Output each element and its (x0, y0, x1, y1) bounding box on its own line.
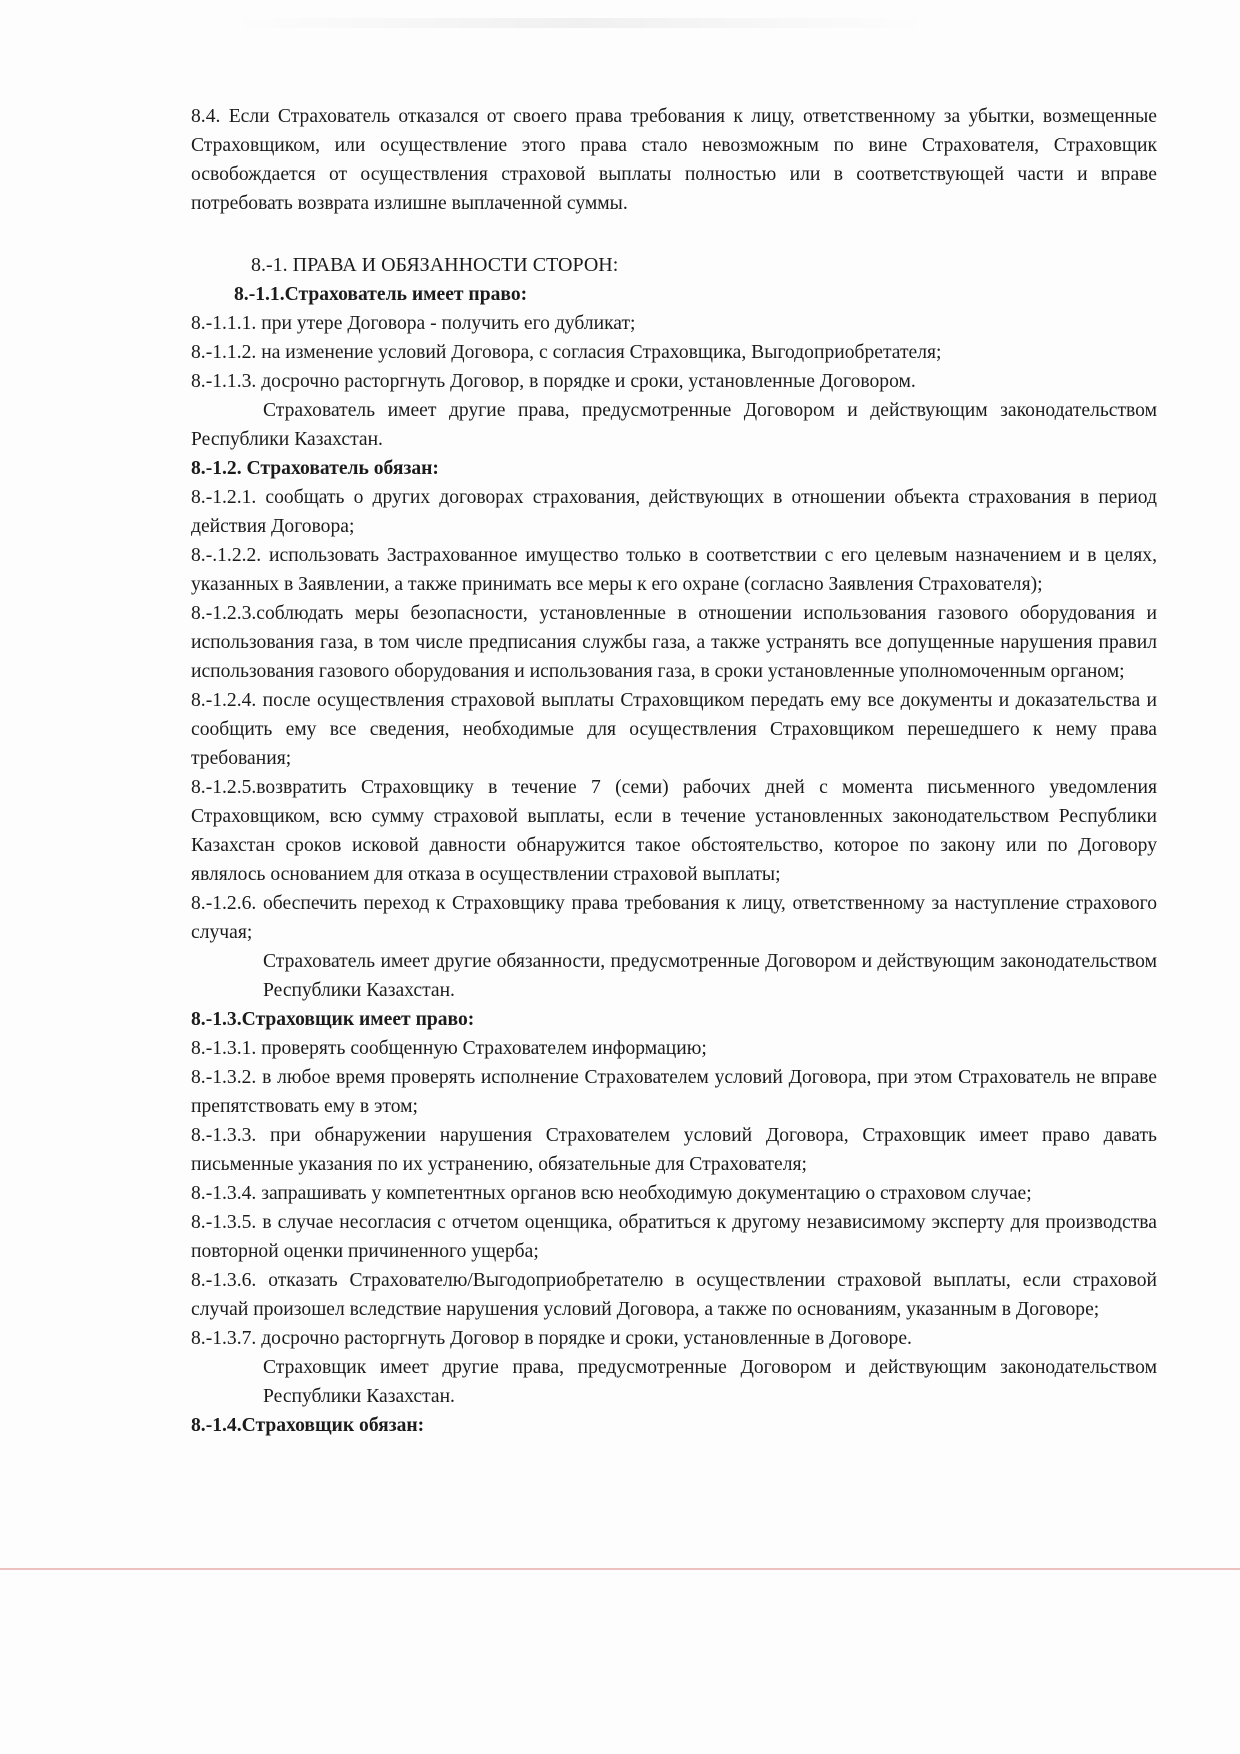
clause: 8.-1.2.5.возвратить Страховщику в течение 7 (семи) рабочих дней с момента письменного уведомления Страховщиком, всю сумму страховой выплаты, если в течение установленных законодательством Республики Казахстан сроков исковой давности обнаружится такое обстоятельство, которое по закону или по Договору являлось основанием для отказа в осуществлении страховой выплаты; (191, 777, 1157, 885)
clause: 8.-1.2.6. обеспечить переход к Страховщику права требования к лицу, ответственному за наступление страхового случая; (191, 893, 1157, 943)
clause: 8.-1.2.4. после осуществления страховой выплаты Страховщиком передать ему все документы и доказательства и сообщить ему все сведения, необходимые для осуществления Страховщиком перешедшего к нему права требования; (191, 690, 1157, 769)
clause: 8.-1.2.1. сообщать о других договорах страхования, действующих в отношении объекта страхования в период действия Договора; (191, 487, 1157, 537)
clause: 8.-1.1.3. досрочно расторгнуть Договор, в порядке и сроки, установленные Договором. (191, 371, 916, 392)
clause-note: Страховщик имеет другие права, предусмотренные Договором и действующим законодательством Республики Казахстан. (263, 1357, 1157, 1407)
clause: 8.-1.2.3.соблюдать меры безопасности, установленные в отношении использования газового оборудования и использования газа, в том числе предписания службы газа, а также устранять все допущенные нарушения правил использования газового оборудования и использования газа, в сроки установленные уполномоченным органом; (191, 603, 1157, 682)
clause: 8.-1.3.3. при обнаружении нарушения Страхователем условий Договора, Страховщик имеет право давать письменные указания по их устранению, обязательные для Страхователя; (191, 1125, 1157, 1175)
clause: 8.-1.3.7. досрочно расторгнуть Договор в порядке и сроки, установленные в Договоре. (191, 1328, 912, 1349)
clause: 8.-1.3.5. в случае несогласия с отчетом оценщика, обратиться к другому независимому эксперту для производства повторной оценки причиненного ущерба; (191, 1212, 1157, 1262)
clause: 8.-1.3.1. проверять сообщенную Страхователем информацию; (191, 1038, 707, 1059)
subsection-heading-insured-duties: 8.-1.2. Страхователь обязан: (191, 458, 439, 479)
subsection-heading-insurer-duties: 8.-1.4.Страховщик обязан: (191, 1415, 425, 1436)
scan-redline (0, 1568, 1240, 1570)
clause-note: Страхователь имеет другие права, предусмотренные Договором и действующим законодательством Республики Казахстан. (191, 400, 1157, 450)
section-title: 8.-1. ПРАВА И ОБЯЗАННОСТИ СТОРОН: (251, 254, 619, 276)
intro-paragraph: 8.4. Если Страхователь отказался от своего права требования к лицу, ответственному за убытки, возмещенные Страховщиком, или осуществление этого права стало невозможным по вине Страхователя, Страховщик освобождается от осуществления страховой выплаты полностью или в соответствующей части и вправе потребовать возврата излишне выплаченной суммы. (191, 106, 1157, 214)
clause: 8.-1.3.6. отказать Страхователю/Выгодоприобретателю в осуществлении страховой выплаты, если страховой случай произошел вследствие нарушения условий Договора, а также по основаниям, указанным в Договоре; (191, 1270, 1157, 1320)
clause: 8.-1.3.2. в любое время проверять исполнение Страхователем условий Договора, при этом Страхователь не вправе препятствовать ему в этом; (191, 1067, 1157, 1117)
clause-note: Страхователь имеет другие обязанности, предусмотренные Договором и действующим законодательством Республики Казахстан. (263, 951, 1157, 1001)
spacer (191, 218, 1157, 251)
scan-artifact (230, 18, 930, 28)
document-body (191, 102, 1157, 1440)
clause: 8.-.1.2.2. использовать Застрахованное имущество только в соответствии с его целевым назначением и в целях, указанных в Заявлении, а также принимать все меры к его охране (согласно Заявления Страхователя); (191, 545, 1157, 595)
clause: 8.-1.1.2. на изменение условий Договора, с согласия Страховщика, Выгодоприобретателя; (191, 342, 942, 363)
clause: 8.-1.1.1. при утере Договора - получить его дубликат; (191, 313, 636, 334)
clause: 8.-1.3.4. запрашивать у компетентных органов всю необходимую документацию о страховом случае; (191, 1183, 1032, 1204)
subsection-heading-insurer-rights: 8.-1.3.Страховщик имеет право: (191, 1009, 475, 1030)
subsection-heading-insured-rights: 8.-1.1.Страхователь имеет право: (234, 284, 528, 305)
